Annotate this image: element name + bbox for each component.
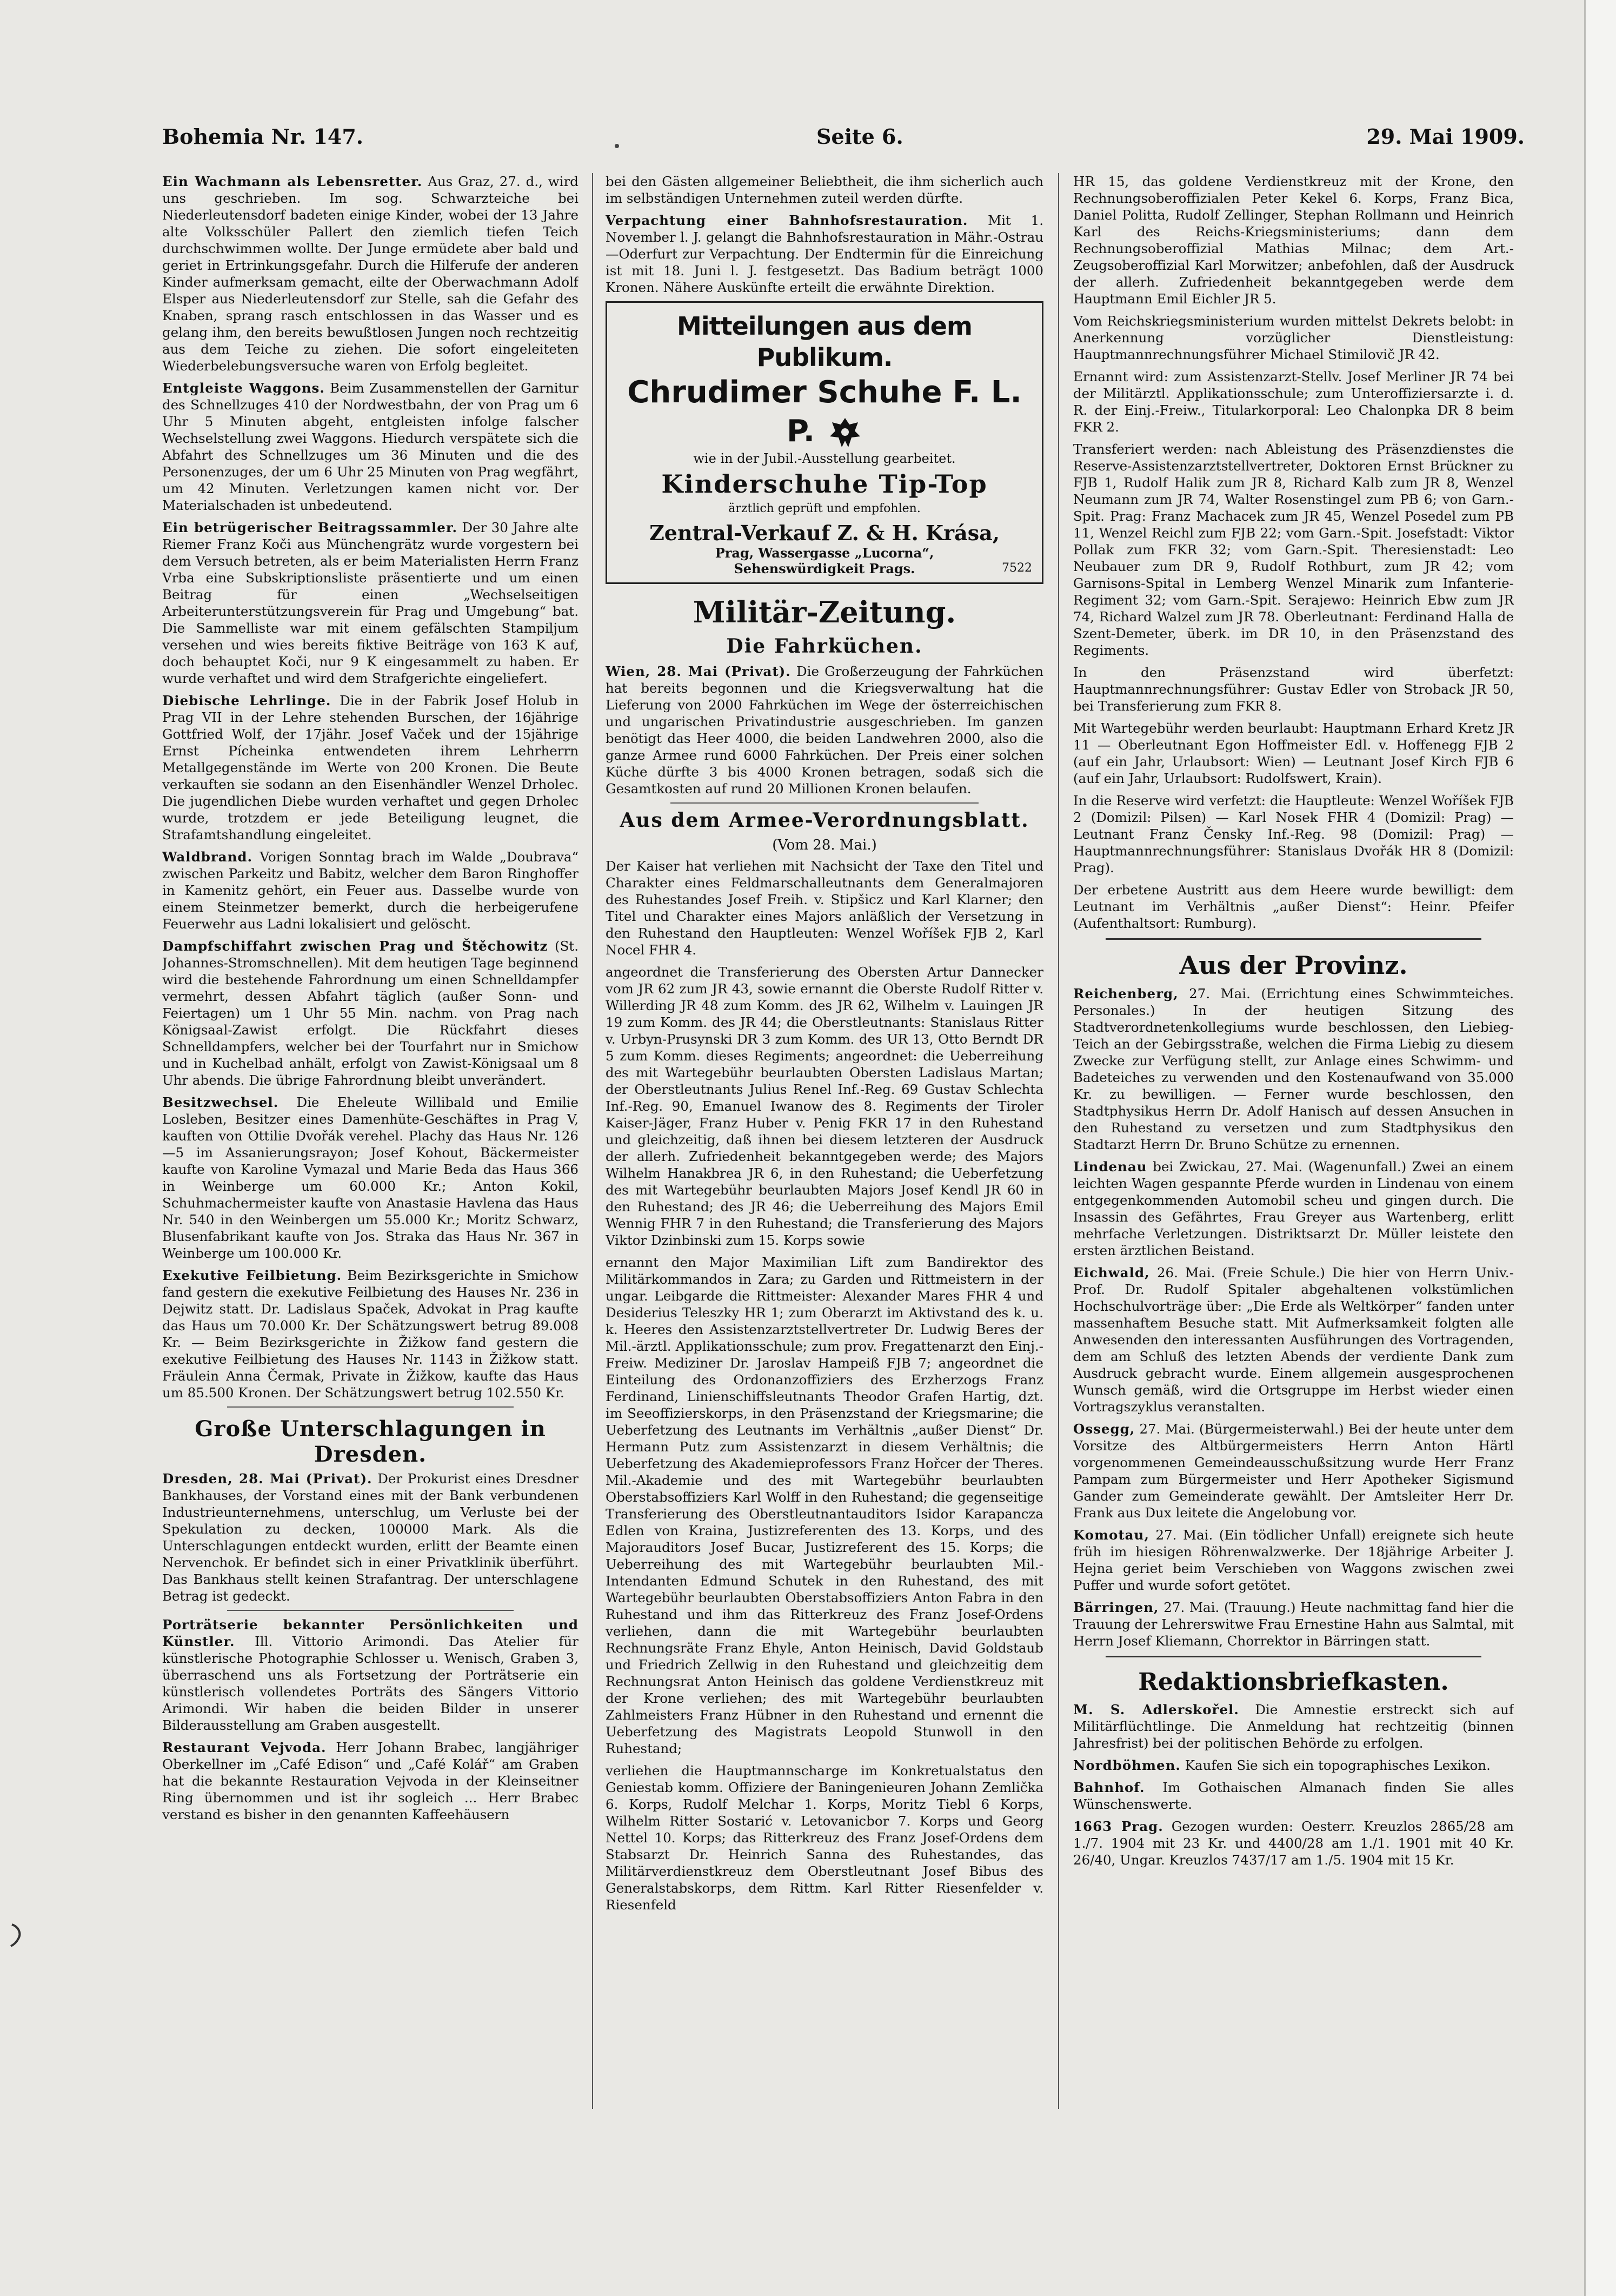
article-headline: M. S. Adlerskořel. <box>1073 1702 1239 1717</box>
article-title: Aus dem Armee-Verordnungsblatt. <box>620 809 1029 832</box>
article-text: Die Amnestie erstreckt sich auf Militärflüchtlinge. Die Anmeldung hat rechtzeitig (binnen Jahresfrist) bei der politischen Behörde zu erfolgen. <box>1073 1702 1514 1751</box>
article-text: bei Zwickau, 27. Mai. (Wagenunfall.) Zwei an einem leichten Wagen gespannte Pferde wurden in Lindenau von einem entgegenkommenden Automobil scheu und gingen durch. Die Insassin des Gefährtes, Frau Greyer aus Wartenberg, erlitt mehrfache Verletzungen. Distriktsarzt Dr. Müller leistete den ersten ärztlichen Beistand. <box>1073 1159 1514 1258</box>
section-title: Aus der Provinz. <box>1179 951 1408 980</box>
article-text: ernannt den Major Maximilian Lift zum Bandirektor des Militärkommandos in Zara; zu Garden und Rittmeistern in der ungar. Leibgarde die Rittmeister: Alexander Mares FHR 4 und Desiderius Teleszky HR 1; zum Oberarzt im Aktivstand des k. u. k. Heeres den Assistenzarztstellvertreter Dr. Ludwig Beres der Mil.-ärztl. Applikationsschule; zum prov. Fregattenarzt den Einj.-Freiw. Mediziner Dr. Jaroslav Hampeiß FJB 7; angeordnet die Einteilung des Ordonanzoffiziers des Erzherzogs Franz Ferdinand, Linienschiffsleutnants Theodor Grafen Hartig, dzt. im Seeoffizierskorps, in den Präsenzstand der Kriegsmarine; die Ueberfetzung des Leutnants im Verhältnis „außer Dienst“ Dr. Hermann Putz zum Assistenzarzt in diesem Verhältnis; die Ueberfetzung des Akademieprofessors Franz Hořcer der Theres. Mil.-Akademie und des mit Wartegebühr beurlaubten Oberstabsoffiziers Karl Wolff in den Ruhestand; die gegenseitige Transferierung des Oberstleutnantauditors Isidor Karapancza Edlen von Kraina, Justizreferenten des 13. Korps, und des Majorauditors Josef Bucar, Justizreferent des 15. Korps; die Ueberreihung des mit Wartegebühr beurlaubten Mil.-Intendanten Edmund Schutek in den Ruhestand, des mit Wartegebühr beurlaubten Oberstabsoffiziers Anton Fabra in den Ruhestand und ihm das Ritterkreuz des Franz Josef-Ordens verliehen, dann die mit Wartegebühr beurlaubten Rechnungsräte Franz Ehyle, Anton Heinisch, David Goldstaub und Friedrich Zellwig in den Ruhestand und gleichzeitig dem Rechnungsrat Anton Heinisch das goldene Verdienstkreuz mit der Krone verliehen; des mit Wartegebühr beurlaubten Zahlmeisters Franz Hübner in den Ruhestand und ernennt die Ueberfetzung des Magistrats Leopold Stunwoll in den Ruhestand; <box>606 1255 1043 1756</box>
article-headline: Verpachtung einer Bahnhofsrestauration. <box>606 213 968 228</box>
ad-product: Kinderschuhe Tip-Top <box>661 469 988 499</box>
binding-pin-icon <box>8 1922 29 1947</box>
article <box>1073 664 1514 714</box>
article-text: In die Reserve wird verfetzt: die Hauptleute: Wenzel Woříšek FJB 2 (Domizil: Pilsen) — Karl Nosek FHR 4 (Domizil: Prag) — Leutnant Franz Čensky Inf.-Reg. 98 (Domizil: Prag) — Hauptmannrechnungsführer: Stanislaus Dvořák HR 8 (Domizil: Prag). <box>1073 793 1514 875</box>
article-text: Vom Reichskriegsministerium wurden mittelst Dekrets belobt: in Anerkennung vorzüglicher Dienstleistung: Hauptmannrechnungsführer Michael Stimilovič JR 42. <box>1073 313 1514 362</box>
article-headline: Komotau, <box>1073 1527 1149 1543</box>
article-text: Der Kaiser hat verliehen mit Nachsicht der Taxe den Titel und Charakter eines Feldmarschalleutnants dem Generalmajoren des Ruhestandes Josef Freih. v. Stipšicz und Karl Klarner; den Titel und Charakter eines Majors anläßlich der Versetzung in den Ruhestand den Hauptleuten: Wenzel Woříšek FJB 2, Karl Nocel FHR 4. <box>606 858 1043 958</box>
article <box>606 212 1043 296</box>
article-headline: Nordböhmen. <box>1073 1757 1181 1773</box>
article-text: Mit 1. November l. J. gelangt die Bahnhofsrestauration in Mähr.-Ostrau—Oderfurt zur Verpachtung. Der Endtermin für die Einreichung ist mit 18. Juni l. J. festgesetzt. Das Badium beträgt 1000 Kronen. Nähere Auskünfte erteilt die erwähnte Direktion. <box>606 213 1043 295</box>
divider <box>227 1610 514 1611</box>
article <box>606 1254 1043 1757</box>
article-text: Ernannt wird: zum Assistenzarzt-Stellv. Josef Merliner JR 74 bei der Militärztl. Applikationsschule; zum Unteroffiziersarzte i. d. R. der Einj.-Freiw., Titularkorporal: Leo Chalonpka DR 8 beim FKR 2. <box>1073 369 1514 435</box>
article <box>1073 1599 1514 1649</box>
article <box>1073 1818 1514 1868</box>
article-headline: Dampfschiffahrt zwischen Prag und Štěchowitz <box>162 938 548 954</box>
article <box>1073 1779 1514 1813</box>
article-text: Aus Graz, 27. d., wird uns geschrieben. Im sog. Schwarzteiche bei Niederleutensdorf badeten einige Kinder, wobei der 13 Jahre alte Volksschüler Pallert den ziemlich tiefen Teich durchschwimmen wollte. Der Junge ermüdete aber bald und geriet in Ertrinkungsgefahr. Durch die Hilferufe der anderen Kinder aufmerksam gemacht, eilte der Oberwachmann Adolf Elsper aus Niederleutensdorf zur Stelle, sah die Gefahr des Knaben, sprang rasch entschlossen in das Wasser und es gelang ihm, den bereits bewußtlosen Jungen noch rechtzeitig aus dem Teiche zu ziehen. Die sofort eingeleiteten Wiederbelebungsversuche waren von Erfolg begleitet. <box>162 174 578 374</box>
article-text: Im Gothaischen Almanach finden Sie alles Wünschenswerte. <box>1073 1780 1514 1812</box>
column-2 <box>606 173 1043 2120</box>
article <box>606 663 1043 797</box>
header-date: 29. Mai 1909. <box>1366 124 1525 149</box>
article-text: 27. Mai. (Trauung.) Heute nachmittag fand hier die Trauung der Lehrerswitwe Frau Ernestine Hahn aus Salmtal, mit Herrn Josef Kliemann, Chorrektor in Bärringen statt. <box>1073 1600 1514 1649</box>
article-headline: Eichwald, <box>1073 1265 1150 1280</box>
ad-address: Prag, Wassergasse „Lucorna“, <box>715 545 934 561</box>
article-text: bei den Gästen allgemeiner Beliebtheit, die ihm sicherlich auch im selbständigen Unternehmen zuteil werden dürfte. <box>606 174 1043 206</box>
article-text: Gezogen wurden: Oesterr. Kreuzlos 2865/28 am 1./7. 1904 mit 23 Kr. und 4400/28 am 1./1. 1901 mit 40 Kr. 26/40, Ungar. Kreuzlos 7437/17 am 1./5. 1904 mit 15 Kr. <box>1073 1819 1514 1868</box>
divider <box>670 802 979 804</box>
article <box>1073 313 1514 363</box>
article-date: (Vom 28. Mai.) <box>772 837 877 853</box>
article <box>606 964 1043 1249</box>
article-headline: Dresden, 28. Mai (Privat). <box>162 1471 373 1487</box>
article <box>1073 1264 1514 1415</box>
article-text: Der Prokurist eines Dresdner Bankhauses, der Vorstand eines mit der Bank verbundenen Industrieunternehmens, unterschlug, um Verluste bei der Spekulation zu decken, 100000 Mark. Als die Unterschlagungen entdeckt wurden, erlitt der Beamte einen Nervenchok. Er befindet sich in einer Privatklinik überführt. Das Bankhaus stellt keinen Strafantrag. Der unterschlagene Betrag ist gedeckt. <box>162 1471 578 1604</box>
ad-heading: Mitteilungen aus dem Publikum. <box>677 311 972 372</box>
article-text: Die in der Fabrik Josef Holub in Prag VII in der Lehre stehenden Burschen, der 16jährige Gottfried Wolf, der 17jähr. Josef Vaček und der 15jährige Ernst Pícheinka entwendeten ihrem Lehrherrn Metallgegenstände im Werte von 200 Kronen. Die Beute verkauften sie sodann an den Eisenhändler Wenzel Drholec. Die jugendlichen Diebe wurden verhaftet und gegen Drholec wurde, trotzdem er jede Beteiligung leugnet, die Strafamtshandlung eingeleitet. <box>162 693 578 842</box>
article <box>1073 173 1514 307</box>
article <box>162 1094 578 1262</box>
article-text: 27. Mai. (Ein tödlicher Unfall) ereignete sich heute früh im hiesigen Röhrenwalzwerke. Der 18jährige Arbeiter J. Hejna geriet beim Verschieben von Waggons zwischen zwei Puffer und wurde sofort getötet. <box>1073 1527 1514 1593</box>
article-headline: Diebische Lehrlinge. <box>162 693 331 708</box>
article-text: Beim Bezirksgerichte in Smichow fand gestern die exekutive Feilbietung des Hauses Nr. 236 in Dejwitz statt. Dr. Ladislaus Spaček, Advokat in Prag kaufte das Haus um 70.000 Kr. Der Schätzungswert betrug 89.008 Kr. — Beim Bezirksgerichte in Žižkow fand gestern die exekutive Feilbietung des Hauses Nr. 1143 in Žižkow statt. Fräulein Anna Čermak, Private in Žižkow, kaufte das Haus um 85.500 Kronen. Der Schätzungswert betrug 102.550 Kr. <box>162 1268 578 1401</box>
page-header <box>162 124 1525 168</box>
ad-seller: Zentral-Verkauf Z. & H. Krása, <box>649 521 1000 545</box>
article <box>162 1616 578 1734</box>
article <box>162 1739 578 1823</box>
article <box>1073 368 1514 435</box>
header-page-number: Seite 6. <box>816 124 903 149</box>
article <box>1073 1158 1514 1259</box>
divider <box>227 1406 514 1408</box>
article <box>1073 1757 1514 1774</box>
article <box>162 519 578 687</box>
article <box>162 938 578 1089</box>
article-text: Herr Johann Brabec, langjähriger Oberkellner im „Café Edison“ und „Café Kolář“ am Graben hat die bekannte Restauration Vejvoda in der Kleinseitner Ring übernommen und ist ihr sogleich ... Herr Brabec verstand es bisher in den genannten Kaffeehäusern <box>162 1740 578 1822</box>
ad-line: Sehenswürdigkeit Prags. <box>734 561 915 576</box>
article <box>162 692 578 843</box>
divider <box>1106 1656 1481 1657</box>
article-headline: Exekutive Feilbietung. <box>162 1268 342 1283</box>
article-headline: Bärringen, <box>1073 1600 1159 1615</box>
article-headline: Wien, 28. Mai (Privat). <box>606 663 791 679</box>
article-text: Die Eheleute Willibald und Emilie Losleben, Besitzer eines Damenhüte-Geschäftes in Prag V, kauften von Ottilie Dvořák verehel. Plachy das Haus Nr. 126—5 im Assanierungsrayon; Josef Kohout, Bäckermeister kaufte von Karoline Vymazal und Marie Beda das Haus 366 in Weinberge um 60.000 Kr.; Anton Kokil, Schuhmachermeister kaufte von Anastasie Havlena das Haus Nr. 540 in den Weinbergen um 55.000 Kr.; Moritz Schwarz, Blusenfabrikant kaufte von Jos. Straka das Haus Nr. 367 in Weinberge um 100.000 Kr. <box>162 1094 578 1261</box>
ad-brand: Chrudimer Schuhe F. L. P. <box>617 373 1032 451</box>
article-text: Transferiert werden: nach Ableistung des Präsenzdienstes die Reserve-Assistenzarztstellvertreter, Doktoren Ernst Brückner zu FJB 1, Rudolf Halik zum JR 8, Richard Kalb zum JR 8, Wenzel Neumann zum JR 74, Walter Rosenstingel zum PB 6; von Garn.-Spit. Prag: Franz Machacek zum JR 45, Wenzel Posedel zum PB 11, Wenzel Reichl zum FJB 22; vom Garn.-Spit. Josefstadt: Viktor Pollak zum FKR 32; vom Garn.-Spit. Theresienstadt: Leo Neubauer zum DR 9, Rudolf Rothburt, zum JR 42; vom Garnisons-Spital in Lemberg Wenzel Minarik zum Infanterie-Regiment 32; vom Garn.-Spit. Serajewo: Heinrich Ebw zum JR 74, Richard Walzel zum JR 78. Oberleutnant: Ferdinand Halla de Szent-Demeter, überk. im DR 10, in den Präsenzstand des Regiments. <box>1073 441 1514 658</box>
article-text: 26. Mai. (Freie Schule.) Die hier von Herrn Univ.-Prof. Dr. Rudolf Spitaler abgehaltenen volkstümlichen Hochschulvorträge über: „Die Erde als Weltkörper“ fanden unter massenhaftem Besuche statt. Mit Aufmerksamkeit folgten alle Anwesenden den interessanten Ausführungen des Vortragenden, dem am Schluß des letzten Abends der verdiente Dank zum Ausdruck gebracht wurde. Einem allgemein ausgesprochenen Wunsch gemäß, wird die Ortsgruppe im Herbst wieder einen Vortragszyklus veranstalten. <box>1073 1265 1514 1415</box>
ad-number: 7522 <box>1002 561 1032 575</box>
header-publication: Bohemia Nr. 147. <box>162 124 364 149</box>
article-headline: Reichenberg, <box>1073 986 1179 1001</box>
section-title: Große Unterschlagungen in Dresden. <box>195 1416 546 1467</box>
ad-line: wie in der Jubil.-Ausstellung gearbeitet. <box>693 451 956 466</box>
article-headline: Besitzwechsel. <box>162 1094 279 1110</box>
article-title: Die Fahrküchen. <box>726 635 923 658</box>
article <box>1073 1701 1514 1751</box>
column-rule <box>1058 173 1059 2109</box>
article <box>1073 1527 1514 1594</box>
article-text: Beim Zusammenstellen der Garnitur des Schnellzuges 410 der Nordwestbahn, der von Prag um 6 Uhr 5 Minuten abgeht, entgleisten infolge falscher Wechselstellung zwei Waggons. Hiedurch verspätete sich die Abfahrt des Schnellzuges um 36 Minuten und die des Personenzuges, der um 6 Uhr 25 Minuten von Prag wegfährt, um 42 Minuten. Verletzungen kamen nicht vor. Der Materialschaden ist unbedeutend. <box>162 380 578 513</box>
article-text: Der 30 Jahre alte Riemer Franz Koči aus Münchengrätz wurde vorgestern bei dem Versuch betreten, als er beim Materialisten Herrn Franz Vrba eine Subskriptionsliste präsentierte und um einen Beitrag für einen „Wechselseitigen Arbeiterunterstützungsverein für Prag und Umgebung“ bat. Die Sammelliste war mit einem gefälschten Stampiljum versehen und wies bereits fiktive Beiträge von 163 K auf, doch behauptet Koči, nur 9 K eingesammelt zu haben. Er wurde verhaftet und wird dem Strafgerichte eingeliefert. <box>162 520 578 686</box>
article-headline: Ein Wachmann als Lebensretter. <box>162 174 423 189</box>
section-title: Redaktionsbriefkasten. <box>1138 1668 1449 1696</box>
article-text: HR 15, das goldene Verdienstkreuz mit der Krone, den Rechnungsoberoffizialen Peter Kekel 6. Korps, Franz Bica, Daniel Politta, Rudolf Zellinger, Stephan Rollmann und Heinrich Karl des Reichs-Kriegsministeriums; dann dem Rechnungsoberoffizial Mathias Milnac; dem Art.-Zeugsoberoffizial Karl Morwitzer; anbefohlen, daß der Ausdruck der allerh. Zufriedenheit bekanntgegeben werde dem Hauptmann Emil Eichler JR 5. <box>1073 174 1514 307</box>
article <box>162 173 578 374</box>
article-text: 27. Mai. (Errichtung eines Schwimmteiches. Personales.) In der heutigen Sitzung des Stadtverordnetenkollegiums wurde beschlossen, den Liebieg-Teich an der Gebirgsstraße, welchen die Firma Liebig zu diesem Zwecke zur Verfügung stellt, zur Anlage eines Schwimm- und Badeteiches zu verwenden und den Kostenaufwand von 35.000 Kr. zu bewilligen. — Ferner wurde beschlossen, den Stadtphysikus Herrn Dr. Adolf Hanisch auf dessen Ansuchen in den Ruhestand zu versetzen und zum Stadtphysikus den Stadtarzt Herrn Dr. Bruno Schütze zu ernennen. <box>1073 986 1514 1152</box>
article-text: Ill. Vittorio Arimondi. Das Atelier für künstlerische Photographie Schlosser u. Wenisch, Graben 3, überraschend uns als Fortsetzung der Porträtserie ein künstlerisch vollendetes Porträts des Sängers Vittorio Arimondi. Wir haben die beiden Bilder in unserer Bilderausstellung am Graben ausgestellt. <box>162 1634 578 1733</box>
article <box>606 858 1043 958</box>
article-text: Vorigen Sonntag brach im Walde „Doubrava“ zwischen Parkeitz und Babitz, welcher dem Baron Ringhoffer in Kamenitz gehört, ein Feuer aus. Dasselbe wurde von einem Steinmetzer bemerkt, durch die herbeigerufene Feuerwehr aus Ladni lokalisiert und gelöscht. <box>162 849 578 932</box>
article-headline: Lindenau <box>1073 1159 1147 1174</box>
article <box>162 1470 578 1604</box>
page-edge <box>1584 0 1616 2296</box>
article-text: 27. Mai. (Bürgermeisterwahl.) Bei der heute unter dem Vorsitze des Altbürgermeisters Herrn Anton Härtl vorgenommenen Gemeindeausschußsitzung wurde Herr Franz Pampam zum Bürgermeister und Herr Apotheker Sigismund Gander zum Gemeinderate gewählt. Der Amtsleiter Herr Dr. Frank aus Dux leitete die Angelobung vor. <box>1073 1421 1514 1521</box>
article <box>1073 720 1514 787</box>
article <box>606 1762 1043 1913</box>
article <box>1073 792 1514 876</box>
article <box>1073 881 1514 932</box>
column-1 <box>162 173 578 2271</box>
article-headline: Bahnhof. <box>1073 1780 1145 1795</box>
article <box>1073 1421 1514 1521</box>
article <box>162 380 578 514</box>
article-headline: Entgleiste Waggons. <box>162 380 325 396</box>
article-headline: Restaurant Vejvoda. <box>162 1740 327 1755</box>
article-headline: Ein betrügerischer Beitragssammler. <box>162 520 458 535</box>
article-text: Mit Wartegebühr werden beurlaubt: Hauptmann Erhard Kretz JR 11 — Oberleutnant Egon Hoffmeister Edl. v. Hoffenegg FJB 2 (auf ein Jahr, Urlaubsort: Wien) — Leutnant Josef Kirch FJB 6 (auf ein Jahr, Urlaubsort: Rudolfswert, Krain). <box>1073 720 1514 786</box>
article <box>162 848 578 932</box>
column-3 <box>1073 173 1514 2244</box>
article <box>1073 441 1514 659</box>
article-headline: 1663 Prag. <box>1073 1819 1163 1834</box>
article-text: angeordnet die Transferierung des Obersten Artur Dannecker vom JR 62 zum JR 43, sowie ernannt die Oberste Rudolf Ritter v. Willerding JR 48 zum Komm. des JR 62, Wilhelm v. Lauingen JR 19 zum Komm. des JR 44; die Oberstleutnants: Stanislaus Ritter v. Urbyn-Prusynski DR 3 zum Komm. des UR 13, Otto Berndt DR 5 zum Komm. dieses Regiments; angeordnet: die Ueberreihung des mit Wartegebühr beurlaubten Obersten Ladislaus Martan; der Oberstleutnants Julius Renel Inf.-Reg. 69 Gustav Schlechta Inf.-Reg. 90, Emanuel Iwanow des 8. Regiments der Tiroler Kaiser-Jäger, Franz Huber v. Penig FKR 17 in den Ruhestand und gleichzeitig, daß ihnen bei diesem letzteren der Ausdruck der allerh. Zufriedenheit bekanntgegeben werde; des Majors Wilhelm Hanakbrea JR 6, in den Ruhestand; die Ueberfetzung des mit Wartegebühr beurlaubten Majors Josef Kendl JR 60 in den Ruhestand; des JR 46; die Ueberreihung des Majors Emil Wennig FHR 7 in den Ruhestand; die Transferierung des Majors Viktor Dzinbinski zum 15. Korps sowie <box>606 964 1043 1248</box>
article-text: Der erbetene Austritt aus dem Heere wurde bewilligt: dem Leutnant im Verhältnis „außer Dienst“: Heinr. Pfeifer (Aufenthaltsort: Rumburg). <box>1073 882 1514 931</box>
divider <box>1106 938 1481 940</box>
article-text: (St. Johannes-Stromschnellen). Mit dem heutigen Tage beginnend wird die bestehende Fahrordnung um einen Schnelldampfer vermehrt, dessen Abfahrt täglich (außer Sonn- und Feiertagen) um 1 Uhr 55 Min. nachm. von Prag nach Königsaal-Zawist erfolgt. Die Rückfahrt dieses Schnelldampfers, welcher bei der Tourfahrt nur in Smichow und in Kuchelbad anhält, erfolgt von Zawist-Königsaal um 8 Uhr abends. Die übrige Fahrordnung bleibt unverändert. <box>162 938 578 1088</box>
ad-line: ärztlich geprüft und empfohlen. <box>728 502 921 515</box>
article-headline: Ossegg, <box>1073 1421 1135 1437</box>
section-title: Militär-Zeitung. <box>693 595 956 629</box>
article-headline: Porträtserie bekannter Persönlichkeiten und Künstler. <box>162 1617 578 1649</box>
article <box>606 173 1043 207</box>
article <box>1073 985 1514 1153</box>
article-headline: Waldbrand. <box>162 849 253 865</box>
article-text: In den Präsenzstand wird überfetzt: Hauptmannrechnungsführer: Gustav Edler von Stroback JR 50, bei Transferierung zum FKR 8. <box>1073 665 1514 714</box>
article-text: verliehen die Hauptmannscharge im Konkretualstatus den Geniestab komm. Offiziere der Baningenieuren Johann Zemlička 6. Korps, Rudolf Melchar 1. Korps, Moritz Tiebl 6 Korps, Wilhelm Ritter Sostarić v. Letovanicbor 7. Korps und Georg Nettel 10. Korps; das Ritterkreuz des Franz Josef-Ordens dem Stabsarzt Dr. Heinrich Sanna des Ruhestandes, das Militärverdienstkreuz dem Oberstleutnant Josef Bibus des Generalstabskorps, dem Rittm. Karl Ritter Riesenfelder v. Riesenfeld <box>606 1763 1043 1913</box>
column-rule <box>592 173 593 2109</box>
article <box>162 1267 578 1401</box>
crest-icon <box>828 416 862 450</box>
article-text: Die Großerzeugung der Fahrküchen hat bereits begonnen und die Kriegsverwaltung hat die Lieferung von 2000 Fahrküchen im Wege der österreichischen und ungarischen Privatindustrie ausgeschrieben. Im ganzen benötigt das Heer 4000, die beiden Landwehren 2000, also die ganze Armee rund 6000 Fahrküchen. Der Preis einer solchen Küche dürfte 3 bis 4000 Kronen betragen, sodaß sich die Gesamtkosten auf rund 20 Millionen Kronen belaufen. <box>606 663 1043 797</box>
advertisement <box>606 301 1043 584</box>
article-text: Kaufen Sie sich ein topographisches Lexikon. <box>1180 1757 1491 1773</box>
